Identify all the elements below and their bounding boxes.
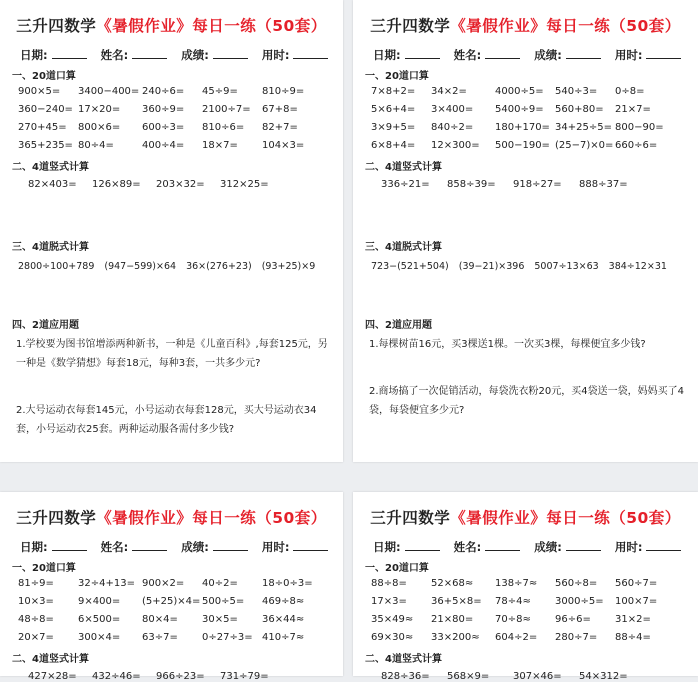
info-blank-name xyxy=(132,540,167,551)
oral-item: 20×7= xyxy=(18,631,54,643)
worksheet-title xyxy=(353,506,698,528)
section-mixed-title: 三、4道脱式计算 xyxy=(12,242,89,253)
mixed-row xyxy=(371,261,698,272)
vertical-item: 307×46= xyxy=(513,671,562,682)
info-blank-date xyxy=(52,540,87,551)
section-vertical-title: 二、4道竖式计算 xyxy=(12,654,89,665)
mixed-item: (39−21)×396 xyxy=(458,261,525,272)
info-blank-name xyxy=(132,48,167,59)
title-prefix: 三升四数学 xyxy=(370,509,451,527)
vertical-item: 336÷21= xyxy=(381,179,430,190)
worksheet-title xyxy=(353,14,698,36)
oral-row xyxy=(18,592,343,610)
oral-item: 604÷2= xyxy=(495,631,538,643)
oral-item: 500−190= xyxy=(495,139,550,151)
vertical-item: 82×403= xyxy=(28,179,77,190)
worksheet-page-1 xyxy=(0,0,343,462)
oral-item: 17×3= xyxy=(371,595,407,607)
mixed-item: (93+25)×9 xyxy=(261,261,316,272)
info-blank-time xyxy=(646,48,681,59)
oral-item: 400÷4= xyxy=(142,139,185,151)
info-line xyxy=(373,47,698,63)
info-label-score: 成绩: xyxy=(534,48,562,62)
oral-item: 33×200≈ xyxy=(431,631,480,643)
oral-item: 10×3= xyxy=(18,595,54,607)
oral-item: 800×6= xyxy=(78,121,121,133)
oral-item: 48÷8= xyxy=(18,613,54,625)
info-blank-date xyxy=(405,540,440,551)
info-label-score: 成绩: xyxy=(181,540,209,554)
info-label-score: 成绩: xyxy=(534,540,562,554)
info-label-name: 姓名: xyxy=(453,540,482,554)
oral-item: 0÷27÷3= xyxy=(202,631,253,643)
info-blank-time xyxy=(646,540,681,551)
vertical-row xyxy=(381,671,698,682)
section-oral-title: 一、20道口算 xyxy=(365,563,429,574)
word-problem: 1.每棵树苗16元，买3棵送1棵。一次买3棵，每棵便宜多少钱? xyxy=(369,339,646,350)
vertical-row xyxy=(28,179,343,190)
vertical-row xyxy=(28,671,343,682)
oral-item: 800−90= xyxy=(615,121,664,133)
oral-item: 63÷7= xyxy=(142,631,178,643)
oral-row xyxy=(18,574,343,592)
oral-item: 3×400= xyxy=(431,103,474,115)
info-blank-date xyxy=(52,48,87,59)
oral-row xyxy=(371,82,698,100)
vertical-item: 126×89= xyxy=(92,179,141,190)
oral-item: 30×5= xyxy=(202,613,238,625)
oral-item: 69×30≈ xyxy=(371,631,414,643)
oral-item: 5400÷9= xyxy=(495,103,544,115)
worksheet-title xyxy=(0,14,343,36)
oral-item: 100×7= xyxy=(615,595,658,607)
oral-item: 81÷9= xyxy=(18,577,54,589)
oral-row xyxy=(18,628,343,646)
info-label-score: 成绩: xyxy=(181,48,209,62)
info-label-name: 姓名: xyxy=(100,540,129,554)
oral-row xyxy=(371,592,698,610)
oral-item: 4000÷5= xyxy=(495,85,544,97)
vertical-item: 312×25= xyxy=(220,179,269,190)
info-blank-name xyxy=(485,48,520,59)
mixed-item: (947−599)×64 xyxy=(104,261,177,272)
title-prefix: 三升四数学 xyxy=(16,509,97,527)
oral-item: 270+45= xyxy=(18,121,67,133)
oral-item: 17×20= xyxy=(78,103,121,115)
vertical-item: 918÷27= xyxy=(513,179,562,190)
oral-item: 600÷3= xyxy=(142,121,185,133)
oral-item: 300×4= xyxy=(78,631,121,643)
oral-item: 32÷4+13= xyxy=(78,577,135,589)
oral-item: 9×400= xyxy=(78,595,121,607)
oral-item: 7×8+2= xyxy=(371,85,416,97)
oral-item: (25−7)×0= xyxy=(555,139,614,151)
info-blank-score xyxy=(213,48,248,59)
oral-item: 360−240= xyxy=(18,103,73,115)
oral-grid xyxy=(18,82,343,154)
section-mixed-title: 三、4道脱式计算 xyxy=(365,242,442,253)
title-highlight: 《暑假作业》每日一练（50套） xyxy=(450,17,681,35)
mixed-item: 723−(521+504) xyxy=(371,261,449,272)
mixed-item: 36×(276+23) xyxy=(186,261,252,272)
section-vertical-title: 二、4道竖式计算 xyxy=(365,162,442,173)
oral-item: 21×80= xyxy=(431,613,474,625)
info-blank-name xyxy=(485,540,520,551)
section-problems-title: 四、2道应用题 xyxy=(365,320,432,331)
oral-grid xyxy=(371,574,698,646)
worksheet-page-3 xyxy=(0,492,343,682)
info-blank-score xyxy=(213,540,248,551)
oral-item: 280÷7= xyxy=(555,631,598,643)
vertical-item: 568×9= xyxy=(447,671,490,682)
info-label-date: 日期: xyxy=(20,48,48,62)
mixed-item: 5007÷13×63 xyxy=(534,261,599,272)
section-vertical-title: 二、4道竖式计算 xyxy=(12,162,89,173)
oral-item: 35×49≈ xyxy=(371,613,414,625)
oral-item: 560÷8= xyxy=(555,577,598,589)
oral-item: 840÷2= xyxy=(431,121,474,133)
info-blank-time xyxy=(293,48,328,59)
info-blank-time xyxy=(293,540,328,551)
title-prefix: 三升四数学 xyxy=(16,17,97,35)
oral-row xyxy=(18,100,343,118)
word-problem: 2.商场搞了一次促销活动，每袋洗衣粉20元，买4袋送一袋，妈妈买了4袋，每袋便宜多少元? xyxy=(369,386,684,416)
vertical-item: 203×32= xyxy=(156,179,205,190)
oral-row xyxy=(18,610,343,628)
oral-item: 104×3= xyxy=(262,139,305,151)
oral-row xyxy=(18,82,343,100)
title-highlight: 《暑假作业》每日一练（50套） xyxy=(96,17,327,35)
oral-item: 180+170= xyxy=(495,121,550,133)
info-line xyxy=(373,539,698,555)
word-problem: 2.大号运动衣每套145元，小号运动衣每套128元，买大号运动衣34套，小号运动衣25套。两种运动服各需付多少钱? xyxy=(16,405,317,435)
oral-item: 3400−400= xyxy=(78,85,140,97)
vertical-item: 432÷46= xyxy=(92,671,141,682)
worksheet-page-4 xyxy=(353,492,698,682)
oral-item: 78÷4≈ xyxy=(495,595,531,607)
oral-item: 40÷2= xyxy=(202,577,238,589)
info-label-name: 姓名: xyxy=(100,48,129,62)
oral-item: 660÷6= xyxy=(615,139,658,151)
info-label-date: 日期: xyxy=(20,540,48,554)
vertical-item: 858÷39= xyxy=(447,179,496,190)
vertical-item: 54×312= xyxy=(579,671,628,682)
vertical-item: 888÷37= xyxy=(579,179,628,190)
oral-item: 500÷5= xyxy=(202,595,245,607)
oral-item: 88÷4= xyxy=(615,631,651,643)
oral-item: 240÷6= xyxy=(142,85,185,97)
oral-item: 12×300= xyxy=(431,139,480,151)
oral-row xyxy=(18,118,343,136)
oral-item: 52×68≈ xyxy=(431,577,474,589)
oral-item: 540÷3= xyxy=(555,85,598,97)
oral-item: 0÷8= xyxy=(615,85,645,97)
title-prefix: 三升四数学 xyxy=(370,17,451,35)
oral-item: 360÷9= xyxy=(142,103,185,115)
section-oral-title: 一、20道口算 xyxy=(12,563,76,574)
oral-item: 80÷4= xyxy=(78,139,114,151)
oral-item: 6×500= xyxy=(78,613,121,625)
oral-item: 34+25÷5= xyxy=(555,121,612,133)
info-blank-score xyxy=(566,48,601,59)
section-problems-title: 四、2道应用题 xyxy=(12,320,79,331)
oral-item: 3×9+5= xyxy=(371,121,416,133)
oral-item: 900×2= xyxy=(142,577,185,589)
oral-row xyxy=(371,574,698,592)
oral-item: 2100÷7= xyxy=(202,103,251,115)
mixed-item: 2800÷100+789 xyxy=(18,261,95,272)
section-vertical-title: 二、4道竖式计算 xyxy=(365,654,442,665)
oral-item: 810÷6= xyxy=(202,121,245,133)
oral-item: 82+7= xyxy=(262,121,298,133)
oral-item: 5×6+4= xyxy=(371,103,416,115)
oral-item: 70÷8≈ xyxy=(495,613,531,625)
oral-row xyxy=(18,136,343,154)
oral-item: 31×2= xyxy=(615,613,651,625)
vertical-item: 427×28= xyxy=(28,671,77,682)
info-line xyxy=(20,47,343,63)
oral-item: 36×44≈ xyxy=(262,613,305,625)
info-label-time: 用时: xyxy=(261,540,290,554)
oral-item: 18÷0÷3= xyxy=(262,577,313,589)
info-label-time: 用时: xyxy=(614,48,643,62)
oral-grid xyxy=(371,82,698,154)
oral-item: 18×7= xyxy=(202,139,238,151)
oral-item: 96÷6= xyxy=(555,613,591,625)
info-line xyxy=(20,539,343,555)
oral-grid xyxy=(18,574,343,646)
worksheet-page-2 xyxy=(353,0,698,462)
oral-item: (5+25)×4= xyxy=(142,595,201,607)
oral-item: 138÷7≈ xyxy=(495,577,538,589)
oral-item: 67+8= xyxy=(262,103,298,115)
oral-item: 88÷8= xyxy=(371,577,407,589)
info-label-time: 用时: xyxy=(614,540,643,554)
section-oral-title: 一、20道口算 xyxy=(12,71,76,82)
info-label-date: 日期: xyxy=(373,48,401,62)
vertical-item: 828÷36= xyxy=(381,671,430,682)
oral-item: 3000÷5= xyxy=(555,595,604,607)
worksheet-title xyxy=(0,506,343,528)
oral-item: 34×2= xyxy=(431,85,467,97)
info-blank-score xyxy=(566,540,601,551)
oral-row xyxy=(371,100,698,118)
vertical-item: 731÷79= xyxy=(220,671,269,682)
oral-item: 36+5×8= xyxy=(431,595,482,607)
oral-item: 900×5= xyxy=(18,85,61,97)
oral-item: 810÷9= xyxy=(262,85,305,97)
word-problem: 1.学校要为图书馆增添两种新书，一种是《儿童百科》,每套125元，另一种是《数学猜想》每套18元，每种3套，一共多少元? xyxy=(16,339,328,369)
info-blank-date xyxy=(405,48,440,59)
title-highlight: 《暑假作业》每日一练（50套） xyxy=(450,509,681,527)
info-label-date: 日期: xyxy=(373,540,401,554)
oral-item: 365+235= xyxy=(18,139,73,151)
oral-row xyxy=(371,136,698,154)
oral-item: 560+80= xyxy=(555,103,604,115)
mixed-item: 384÷12×31 xyxy=(608,261,667,272)
oral-item: 21×7= xyxy=(615,103,651,115)
oral-item: 45÷9= xyxy=(202,85,238,97)
vertical-row xyxy=(381,179,698,190)
oral-item: 80×4= xyxy=(142,613,178,625)
oral-item: 560÷7= xyxy=(615,577,658,589)
oral-item: 6×8+4= xyxy=(371,139,416,151)
vertical-item: 966÷23= xyxy=(156,671,205,682)
oral-item: 469÷8≈ xyxy=(262,595,305,607)
info-label-name: 姓名: xyxy=(453,48,482,62)
oral-item: 410÷7≈ xyxy=(262,631,305,643)
mixed-row xyxy=(18,261,343,272)
info-label-time: 用时: xyxy=(261,48,290,62)
title-highlight: 《暑假作业》每日一练（50套） xyxy=(96,509,327,527)
oral-row xyxy=(371,628,698,646)
oral-row xyxy=(371,118,698,136)
section-oral-title: 一、20道口算 xyxy=(365,71,429,82)
oral-row xyxy=(371,610,698,628)
